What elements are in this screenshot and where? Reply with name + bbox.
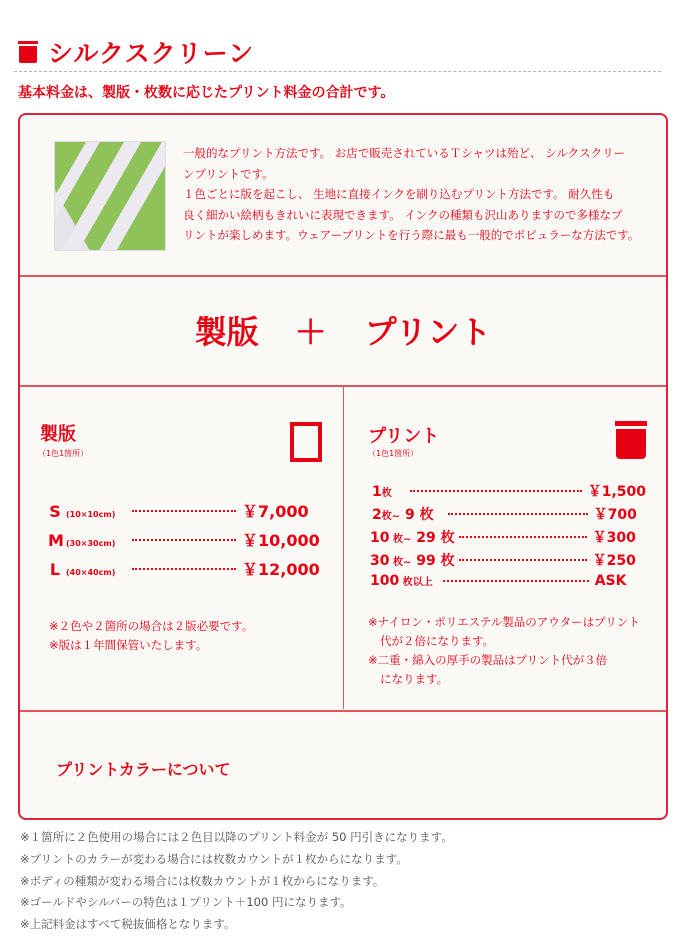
dot-leader: [410, 490, 582, 492]
quantity-range: 1枚: [372, 484, 392, 500]
print-price-row: [370, 527, 636, 547]
plate-subtitle: （1色1箇所）: [38, 449, 89, 458]
dot-leader: [443, 580, 589, 582]
page-title: シルクスクリーン: [48, 39, 255, 68]
footer-notes: [20, 827, 453, 936]
print-price: ￥700: [593, 507, 637, 523]
quantity-range: 10 枚~ 29 枚: [370, 530, 455, 546]
quantity-range: 100 枚以上: [370, 573, 433, 589]
print-pricing-column: [344, 387, 666, 709]
intro-line: 一般的なプリント方法です。 お店で販売されているＴシャツは殆ど、 シルクスクリー: [183, 146, 626, 160]
dot-leader: [132, 539, 236, 541]
plate-price-row: [48, 499, 309, 522]
dot-leader: [459, 536, 587, 538]
formula-print: プリント: [364, 313, 492, 351]
formula-plate: 製版: [194, 313, 259, 351]
cup-icon: [18, 41, 38, 63]
dot-leader: [448, 513, 588, 515]
dashed-divider: [14, 71, 661, 72]
intro-line: リントが楽しめます。ウェアープリントを行う際に最も一般的でポピュラーな方法です。: [183, 228, 640, 242]
dot-leader: [132, 568, 236, 570]
tshirt-print-photo: [54, 141, 166, 251]
print-price: ￥300: [592, 530, 636, 546]
size-dimensions: (40×40cm): [66, 568, 116, 577]
size-label: L: [49, 560, 61, 579]
plate-price: ￥7,000: [242, 502, 309, 521]
plate-price: ￥12,000: [242, 560, 320, 579]
print-note: ※二重・綿入の厚手の製品はプリント代が３倍 になります。: [368, 653, 608, 686]
intro-line: １色ごとに版を起こし、 生地に直接インクを刷り込むプリント方法です。 耐久性も: [183, 187, 615, 201]
footer-note: ※１箇所に２色使用の場合には２色目以降のプリント料金が 50 円引きになります。: [20, 830, 453, 844]
footer-note: ※ゴールドやシルバーの特色は１プリント＋100 円になります。: [20, 895, 352, 910]
print-price-row: [372, 504, 637, 524]
print-color-section: [20, 710, 666, 820]
square-frame-icon: [290, 422, 322, 462]
intro-section: [20, 115, 666, 277]
print-price: ASK: [594, 573, 627, 589]
cup-icon: [615, 421, 647, 459]
print-price-row: [370, 550, 636, 570]
quantity-range: 2枚~ 9 枚: [372, 507, 434, 523]
size-dimensions: (30×30cm): [66, 539, 116, 548]
size-dimensions: (10×10cm): [66, 510, 116, 519]
plate-note: ※２色や２箇所の場合は２版必要です。: [49, 619, 254, 633]
print-price: ￥1,500: [587, 484, 647, 500]
quantity-range: 30 枚~ 99 枚: [370, 553, 455, 569]
dot-leader: [459, 559, 587, 561]
formula-plus: ＋: [294, 313, 327, 351]
plate-notes: [49, 617, 253, 655]
print-subtitle: （1色1箇所）: [368, 449, 419, 458]
print-price-row: [372, 481, 646, 501]
page-subtitle: 基本料金は、製版・枚数に応じたプリント料金の合計です。: [18, 85, 395, 101]
size-label: M: [48, 531, 64, 550]
dot-leader: [132, 510, 236, 512]
plate-price: ￥10,000: [242, 531, 320, 550]
print-notes: [368, 613, 640, 689]
plate-title: 製版: [40, 424, 76, 445]
footer-note: ※プリントのカラーが変わる場合には枚数カウントが１枚からになります。: [20, 851, 408, 866]
size-label: S: [49, 502, 61, 521]
print-note: ※ナイロン・ポリエステル製品のアウターはプリント 代が２倍になります。: [368, 615, 640, 648]
price-formula: [20, 275, 666, 387]
intro-description: [183, 143, 643, 246]
page-header: [18, 34, 254, 70]
print-price: ￥250: [592, 553, 636, 569]
plate-pricing-column: [20, 387, 344, 709]
footer-note: ※上記料金はすべて税抜価格となります。: [20, 917, 236, 932]
print-price-row: [370, 573, 627, 589]
footer-note: ※ボディの種類が変わる場合には枚数カウントが１枚からになります。: [20, 873, 385, 888]
plate-price-row: [48, 528, 320, 551]
print-color-title: プリントカラーについて: [56, 760, 231, 779]
plate-note: ※版は１年間保管いたします。: [49, 638, 208, 652]
print-title: プリント: [368, 426, 440, 447]
intro-line: ンプリントです。: [183, 166, 274, 181]
plate-price-row: [48, 557, 320, 580]
pricing-card: [18, 113, 668, 820]
intro-line: 良く細かい絵柄もきれいに表現できます。 インクの種類も沢山ありますので多様なプ: [183, 207, 623, 222]
